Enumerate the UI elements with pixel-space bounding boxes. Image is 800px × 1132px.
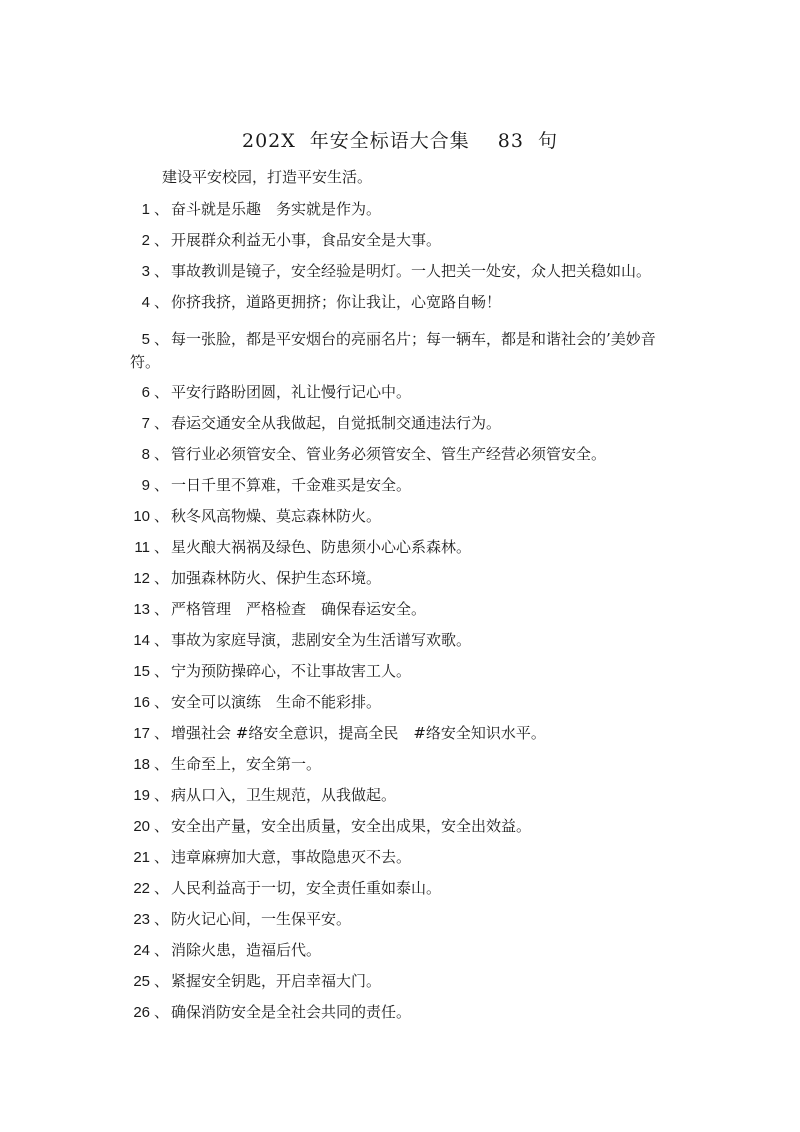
item-text: 防火记心间，一生保平安。 [171, 910, 352, 928]
item-text: 消除火患，造福后代。 [171, 941, 322, 959]
item-number: 22 [133, 880, 150, 897]
item-number: 2 [141, 232, 150, 249]
intro-line: 建设平安校园，打造平安生活。 [162, 168, 373, 186]
item-number: 8 [141, 446, 150, 463]
item-separator: 、 [154, 693, 170, 711]
title-count: 83 [497, 130, 524, 152]
item-separator: 、 [154, 330, 170, 348]
item-text: 星火酿大祸祸及绿色、防患须小心心系森林。 [171, 538, 472, 556]
item-number: 4 [141, 294, 150, 311]
list-item [130, 784, 670, 815]
item-number: 1 [141, 201, 150, 218]
list-item [130, 939, 670, 970]
item-number: 23 [133, 911, 150, 928]
item-text: 事故教训是镜子，安全经验是明灯。一人把关一处安，众人把关稳如山。 [171, 262, 652, 280]
item-number: 3 [141, 263, 150, 280]
list-item [130, 260, 670, 291]
item-number: 25 [133, 973, 150, 990]
item-number: 11 [134, 539, 150, 556]
item-text: 增强社会 #络安全意识，提高全民 #络安全知识水平。 [171, 724, 546, 742]
item-text: 严格管理 严格检查 确保春运安全。 [171, 600, 427, 618]
item-text: 每一张脸，都是平安烟台的亮丽名片；每一辆车，都是和谐社会的’美妙音符。 [130, 330, 656, 371]
item-separator: 、 [154, 200, 170, 218]
item-number: 15 [133, 663, 150, 680]
document-title [0, 126, 800, 153]
slogan-list [130, 198, 670, 1032]
list-item [130, 970, 670, 1001]
list-item [130, 908, 670, 939]
item-text: 生命至上，安全第一。 [171, 755, 322, 773]
item-separator: 、 [154, 910, 170, 928]
item-text: 安全出产量，安全出质量，安全出成果，安全出效益。 [171, 817, 532, 835]
title-suffix: 句 [537, 130, 558, 152]
item-text: 违章麻痹加大意，事故隐患灭不去。 [171, 848, 412, 866]
item-text: 开展群众利益无小事，食品安全是大事。 [171, 231, 442, 249]
list-item [130, 877, 670, 908]
item-separator: 、 [154, 724, 170, 742]
item-number: 19 [133, 787, 150, 804]
list-item [130, 1001, 670, 1032]
item-separator: 、 [154, 383, 170, 401]
item-number: 6 [141, 384, 150, 401]
item-separator: 、 [154, 600, 170, 618]
item-text: 事故为家庭导演，悲剧安全为生活谱写欢歌。 [171, 631, 472, 649]
item-separator: 、 [154, 414, 170, 432]
item-number: 21 [133, 849, 150, 866]
list-item [130, 691, 670, 722]
list-item [130, 474, 670, 505]
item-text: 春运交通安全从我做起，自觉抵制交通违法行为。 [171, 414, 502, 432]
item-number: 10 [133, 508, 150, 525]
list-item [130, 505, 670, 536]
item-separator: 、 [154, 631, 170, 649]
item-text: 宁为预防操碎心，不让事故害工人。 [171, 662, 412, 680]
item-text: 奋斗就是乐趣 务实就是作为。 [171, 200, 382, 218]
item-separator: 、 [154, 507, 170, 525]
item-number: 18 [133, 756, 150, 773]
item-separator: 、 [154, 476, 170, 494]
item-separator: 、 [154, 817, 170, 835]
list-item [130, 381, 670, 412]
item-separator: 、 [154, 1003, 170, 1021]
item-number: 16 [133, 694, 150, 711]
title-main: 年安全标语大合集 [309, 130, 470, 152]
item-separator: 、 [154, 569, 170, 587]
item-number: 12 [133, 570, 150, 587]
item-text: 紧握安全钥匙，开启幸福大门。 [171, 972, 382, 990]
list-item [130, 567, 670, 598]
list-item [130, 443, 670, 474]
list-item [130, 815, 670, 846]
item-text: 一日千里不算难，千金难买是安全。 [171, 476, 412, 494]
item-number: 24 [133, 942, 150, 959]
list-item [130, 536, 670, 567]
list-item [130, 722, 670, 753]
item-text: 安全可以演练 生命不能彩排。 [171, 693, 382, 711]
item-text: 病从口入，卫生规范，从我做起。 [171, 786, 397, 804]
item-separator: 、 [154, 262, 170, 280]
item-number: 5 [141, 331, 150, 348]
item-text: 确保消防安全是全社会共同的责任。 [171, 1003, 412, 1021]
item-separator: 、 [154, 231, 170, 249]
item-text: 管行业必须管安全、管业务必须管安全、管生产经营必须管安全。 [171, 445, 607, 463]
item-separator: 、 [154, 293, 170, 311]
item-separator: 、 [154, 786, 170, 804]
list-item [130, 598, 670, 629]
list-item [130, 629, 670, 660]
item-number: 14 [133, 632, 150, 649]
item-number: 7 [141, 415, 150, 432]
list-item [130, 660, 670, 691]
item-separator: 、 [154, 848, 170, 866]
item-text: 秋冬风高物燥、莫忘森林防火。 [171, 507, 382, 525]
item-separator: 、 [154, 755, 170, 773]
item-separator: 、 [154, 941, 170, 959]
item-number: 20 [133, 818, 150, 835]
list-item [130, 291, 670, 322]
list-item [130, 753, 670, 784]
item-text: 平安行路盼团圆，礼让慢行记心中。 [171, 383, 412, 401]
list-item [130, 198, 670, 229]
item-separator: 、 [154, 879, 170, 897]
list-item [130, 412, 670, 443]
item-text: 你挤我挤，道路更拥挤；你让我让，心宽路自畅！ [171, 293, 502, 311]
item-number: 17 [133, 725, 150, 742]
item-separator: 、 [154, 972, 170, 990]
item-number: 13 [133, 601, 150, 618]
item-separator: 、 [154, 662, 170, 680]
item-separator: 、 [154, 538, 170, 556]
item-number: 9 [141, 477, 150, 494]
item-separator: 、 [154, 445, 170, 463]
item-text: 加强森林防火、保护生态环境。 [171, 569, 382, 587]
item-text: 人民利益高于一切，安全责任重如泰山。 [171, 879, 442, 897]
item-number: 26 [133, 1004, 150, 1021]
list-item [130, 229, 670, 260]
list-item [130, 846, 670, 877]
list-item [130, 328, 665, 381]
title-year: 202X [241, 130, 296, 152]
